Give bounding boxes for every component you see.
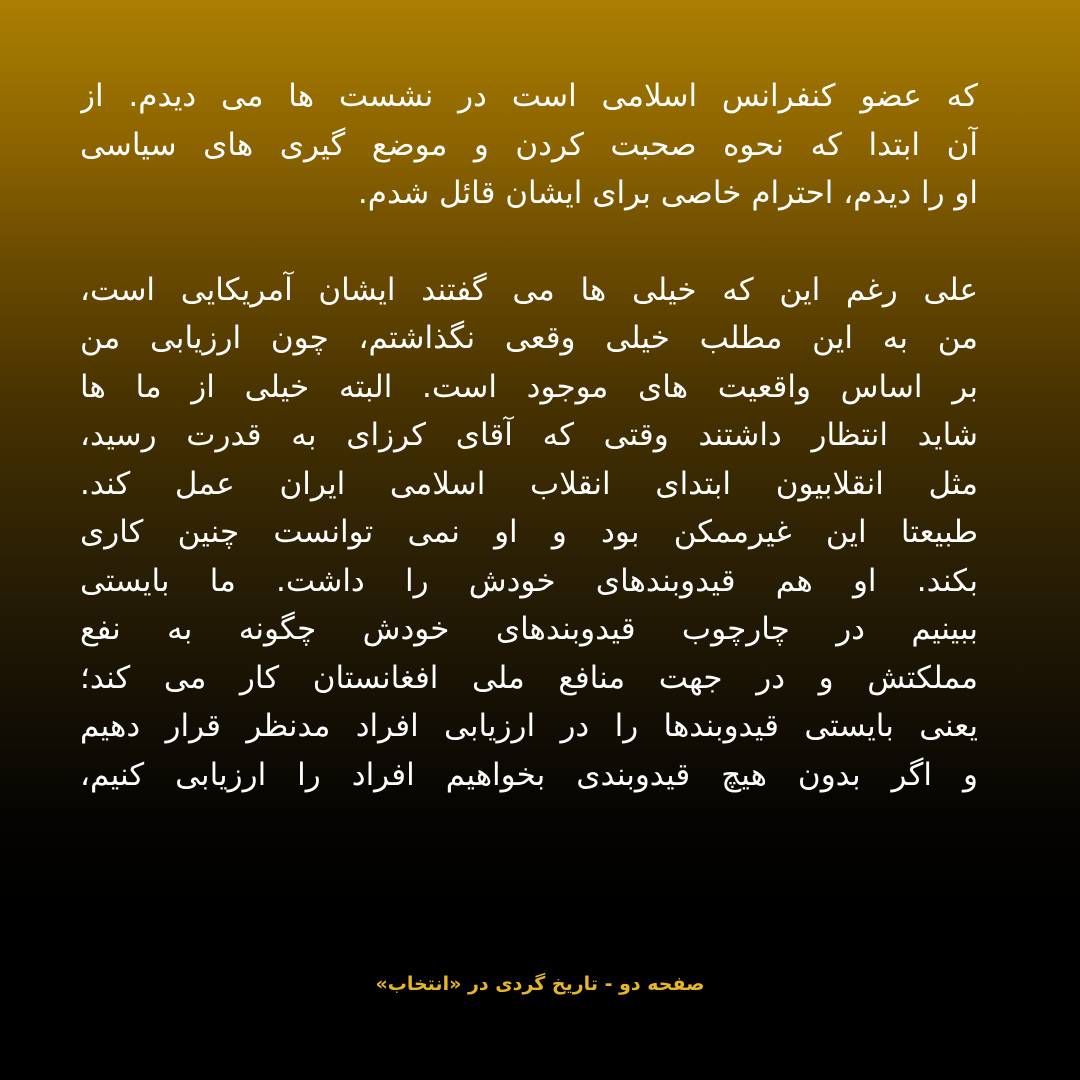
text-line: یعنی بایستی قیدوبندها را در ارزیابی افراد مدنظر قرار دهیم [80, 708, 978, 744]
text-line: آن ابتدا که نحوه صحبت کردن و موضع گیری های سیاسی [80, 126, 978, 163]
text-line: شاید انتظار داشتند وقتی که آقای کرزای به قدرت رسید، [80, 417, 978, 453]
text-line: او را دیدم، احترام خاصی برای ایشان قائل شدم. [357, 175, 978, 211]
text-line: علی رغم این که خیلی ها می گفتند ایشان آمریکایی است، [80, 271, 978, 308]
article-body [80, 72, 978, 799]
paragraph-1 [80, 72, 978, 218]
text-line: مثل انقلابیون ابتدای انقلاب اسلامی ایران عمل کند. [80, 465, 978, 502]
text-line: بکند. او هم قیدوبندهای خودش را داشت. ما بایستی [80, 562, 978, 599]
text-line: طبیعتا این غیرممکن بود و او نمی توانست چنین کاری [80, 514, 978, 550]
text-line: بر اساس واقعیت های موجود است. البته خیلی از ما ها [80, 368, 978, 405]
footer-caption: صفحه دو - تاریخ گردی در «انتخاب» [375, 973, 705, 995]
text-line: من به این مطلب خیلی وقعی نگذاشتم، چون ارزیابی من [80, 320, 978, 356]
text-line: ببینیم در چارچوب قیدوبندهای خودش چگونه به نفع [80, 611, 978, 647]
text-line: که عضو کنفرانس اسلامی است در نشست ها می دیدم. از [80, 78, 978, 114]
text-line: و اگر بدون هیچ قیدوبندی بخواهیم افراد را ارزیابی کنیم، [80, 756, 978, 793]
paragraph-2 [80, 266, 978, 800]
text-line: مملکتش و در جهت منافع ملی افغانستان کار می کند؛ [80, 659, 978, 696]
